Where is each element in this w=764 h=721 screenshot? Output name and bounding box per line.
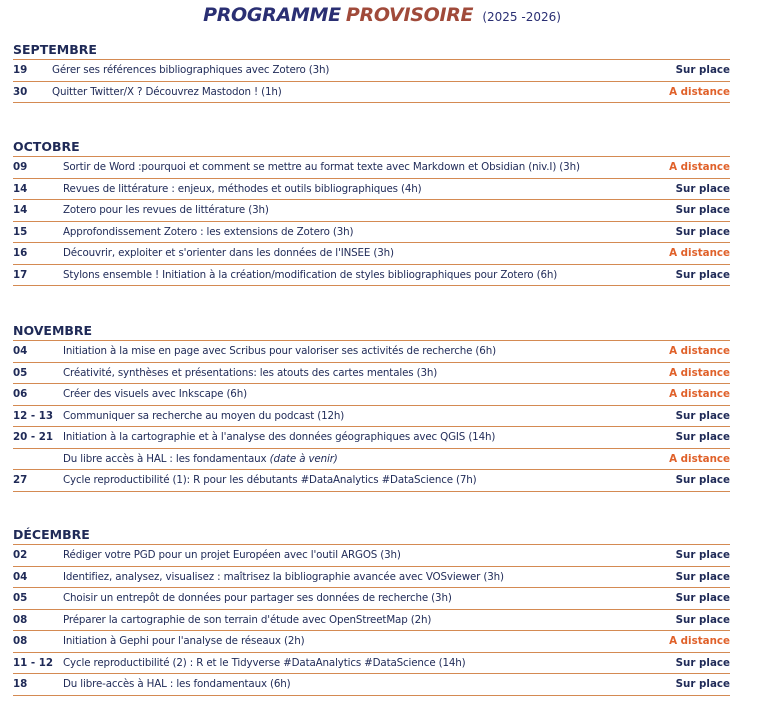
session-title-text: Initiation à Gephi pour l'analyse de réseaux (2h) [63,635,305,647]
session-title [63,610,431,630]
session-mode: Sur place [675,204,730,216]
session-title [52,60,329,80]
session-title-text: Zotero pour les revues de littérature (3h) [63,204,269,216]
schedule-row [13,265,730,287]
session-date: 12 - 13 [13,409,54,422]
session-title-text: Stylons ensemble ! Initiation à la création/modification de styles bibliographiques pour Zotero (6h) [63,268,558,281]
session-title [63,406,344,426]
schedule-row [13,545,730,567]
session-mode: A distance [669,388,730,400]
session-title-text: Initiation à la mise en page avec Scribus pour valoriser ses activités de recherche (6h) [63,345,496,357]
session-title [63,449,338,469]
schedule-row [13,243,730,265]
session-title-text: Choisir un entrepôt de données pour partager ses données de recherche (3h) [63,592,452,604]
session-title [63,427,495,447]
session-mode: Sur place [675,474,730,486]
session-mode: Sur place [675,656,730,669]
session-title-text: Gérer ses références bibliographiques avec Zotero (3h) [52,64,330,76]
title-word-provisoire: PROVISOIRE [345,4,474,26]
session-title [63,631,305,651]
month-heading: OCTOBRE [13,137,730,157]
session-date: 17 [13,268,28,281]
session-date: 18 [13,678,28,690]
session-date: 02 [13,549,28,561]
schedule-row [13,653,730,675]
schedule-row [13,60,730,82]
session-mode: Sur place [675,570,730,583]
session-title-text: Découvrir, exploiter et s'orienter dans les données de l'INSEE (3h) [63,247,394,259]
session-date: 19 [13,64,28,76]
schedule-row [13,341,730,363]
session-title-text: Identifiez, analysez, visualisez : maîtrisez la bibliographie avancée avec VOSviewer (3h) [63,570,504,583]
session-title [63,545,401,565]
month-section [13,137,730,286]
session-date: 15 [13,225,28,238]
session-title-text: Rédiger votre PGD pour un projet Européen avec l'outil ARGOS (3h) [63,549,401,561]
month-section [13,525,730,696]
schedule-row [13,588,730,610]
session-title-text: Communiquer sa recherche au moyen du podcast (12h) [63,409,345,422]
schedule-row [13,427,730,449]
session-date: 14 [13,204,28,216]
session-date: 30 [13,85,28,98]
schedule-row [13,610,730,632]
session-title [63,470,477,490]
month-heading: DÉCEMBRE [13,525,730,545]
session-title [63,384,247,404]
page-title [0,4,764,26]
title-years: (2025 -2026) [482,10,561,24]
session-title [63,588,452,608]
session-title-text: Du libre-accès à HAL : les fondamentaux (6h) [63,678,291,690]
session-title [63,567,504,587]
schedule-row [13,449,730,471]
session-title [52,82,282,102]
session-mode: Sur place [675,225,730,238]
schedule-row [13,82,730,104]
session-mode: Sur place [675,613,730,626]
session-date: 04 [13,345,28,357]
session-date: 09 [13,161,28,173]
session-date: 05 [13,592,28,604]
session-date: 20 - 21 [13,431,54,443]
session-title [63,179,422,199]
session-date: 11 - 12 [13,656,54,669]
session-date: 16 [13,247,28,259]
session-title-text: Revues de littérature : enjeux, méthodes et outils bibliographiques (4h) [63,182,422,195]
session-mode: A distance [669,635,730,647]
session-mode: Sur place [675,182,730,195]
schedule-row [13,567,730,589]
month-heading: SEPTEMBRE [13,40,730,60]
session-mode: A distance [669,345,730,357]
session-mode: A distance [669,366,730,379]
schedule-row [13,179,730,201]
session-date: 06 [13,388,28,400]
schedule-row [13,363,730,385]
session-title-text: Cycle reproductibilité (2) : R et le Tidyverse #DataAnalytics #DataScience (14h) [63,656,466,669]
session-date: 04 [13,570,28,583]
session-title [63,674,291,694]
session-title-text: Initiation à la cartographie et à l'analyse des données géographiques avec QGIS (14h) [63,431,496,443]
session-title-text: Cycle reproductibilité (1): R pour les débutants #DataAnalytics #DataScience (7h) [63,474,477,486]
schedule-row [13,222,730,244]
session-mode: Sur place [675,431,730,443]
session-title [63,653,466,673]
session-mode: Sur place [675,64,730,76]
month-section [13,40,730,103]
session-mode: A distance [669,247,730,259]
schedule-row [13,406,730,428]
session-title-text: Approfondissement Zotero : les extensions de Zotero (3h) [63,225,354,238]
session-title-text: Préparer la cartographie de son terrain d'étude avec OpenStreetMap (2h) [63,613,432,626]
session-date: 05 [13,366,28,379]
session-title [63,222,353,242]
session-mode: Sur place [675,268,730,281]
schedule-row [13,631,730,653]
schedule-row [13,157,730,179]
session-title [63,157,580,177]
session-title-text: Quitter Twitter/X ? Découvrez Mastodon ! (1h) [52,85,282,98]
session-note: (date à venir) [269,452,338,465]
session-title-text: Créer des visuels avec Inkscape (6h) [63,388,247,400]
session-mode: A distance [669,85,730,98]
schedule-row [13,674,730,696]
session-date: 08 [13,635,28,647]
session-title [63,243,394,263]
session-title [63,200,269,220]
session-title-text: Créativité, synthèses et présentations: les atouts des cartes mentales (3h) [63,366,438,379]
session-mode: A distance [669,161,730,173]
session-mode: Sur place [675,549,730,561]
session-title [63,341,496,361]
session-title-text: Du libre accès à HAL : les fondamentaux [63,452,270,465]
schedule-row [13,200,730,222]
session-title [63,363,437,383]
month-heading: NOVEMBRE [13,321,730,341]
session-mode: Sur place [675,592,730,604]
session-date: 08 [13,613,28,626]
schedule-row [13,470,730,492]
session-mode: A distance [669,452,730,465]
session-date: 14 [13,182,28,195]
session-mode: Sur place [675,409,730,422]
schedule-row [13,384,730,406]
session-date: 27 [13,474,28,486]
session-title-text: Sortir de Word :pourquoi et comment se mettre au format texte avec Markdown et Obsidian (niv.I) (3h) [63,161,580,173]
month-section [13,321,730,492]
session-title [63,265,557,285]
session-mode: Sur place [675,678,730,690]
title-word-programme: PROGRAMME [203,4,341,26]
